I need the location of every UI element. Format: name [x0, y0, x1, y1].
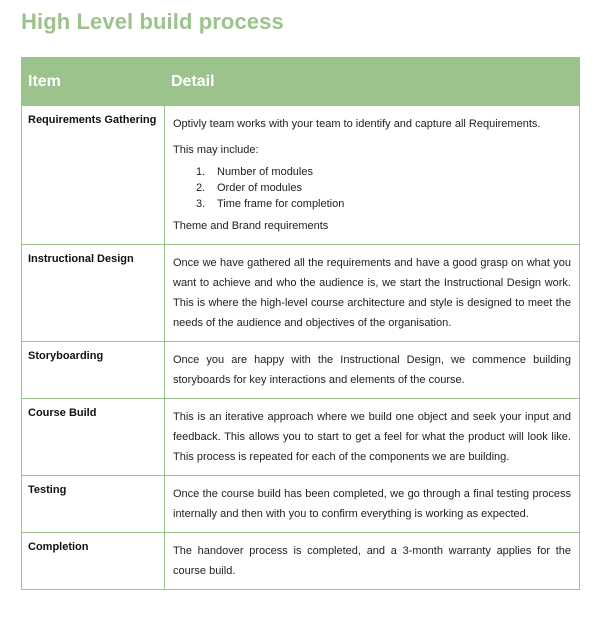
row-item-label: Completion [22, 533, 165, 590]
row-item-label: Testing [22, 476, 165, 533]
table-row [22, 533, 580, 590]
row-detail: Once you are happy with the Instructional Design, we commence building storyboards for key interactions and elements of the course. [165, 342, 580, 399]
detail-paragraph: Optivly team works with your team to identify and capture all Requirements. [173, 118, 541, 130]
list-item [196, 196, 571, 212]
header-item: Item [22, 58, 165, 106]
table-row [22, 342, 580, 399]
row-item-label: Course Build [22, 399, 165, 476]
requirements-list [196, 164, 571, 212]
list-item [196, 164, 571, 180]
row-detail: Once the course build has been completed, we go through a final testing process internally and then with you to confirm everything is working as expected. [165, 476, 580, 533]
table-row [22, 245, 580, 342]
list-number: 1. [196, 166, 206, 178]
row-detail: This is an iterative approach where we build one object and seek your input and feedback. This allows you to start to get a feel for what the product will look like. This process is repeated for each of the components we are building. [165, 399, 580, 476]
list-text: Number of modules [217, 166, 313, 178]
header-detail: Detail [165, 58, 580, 106]
build-process-table [21, 57, 580, 590]
row-item-label: Instructional Design [22, 245, 165, 342]
detail-paragraph: Theme and Brand requirements [173, 220, 329, 232]
list-number: 2. [196, 182, 206, 194]
row-item-label: Storyboarding [22, 342, 165, 399]
list-text: Time frame for completion [217, 198, 345, 210]
row-detail: The handover process is completed, and a 3-month warranty applies for the course build. [165, 533, 580, 590]
row-detail: Once we have gathered all the requirements and have a good grasp on what you want to achieve and who the audience is, we start the Instructional Design work. This is where the high-level course architecture and style is designed to meet the needs of the audience and objectives of the organisation. [165, 245, 580, 342]
table-row [22, 476, 580, 533]
page-title: High Level build process [21, 9, 284, 34]
detail-paragraph: This may include: [173, 144, 259, 156]
row-item-label: Requirements Gathering [22, 106, 165, 245]
table-header-row [22, 58, 580, 106]
list-item [196, 180, 571, 196]
list-text: Order of modules [217, 182, 302, 194]
list-number: 3. [196, 198, 206, 210]
table-row [22, 399, 580, 476]
row-detail [165, 106, 580, 245]
table-row [22, 106, 580, 245]
